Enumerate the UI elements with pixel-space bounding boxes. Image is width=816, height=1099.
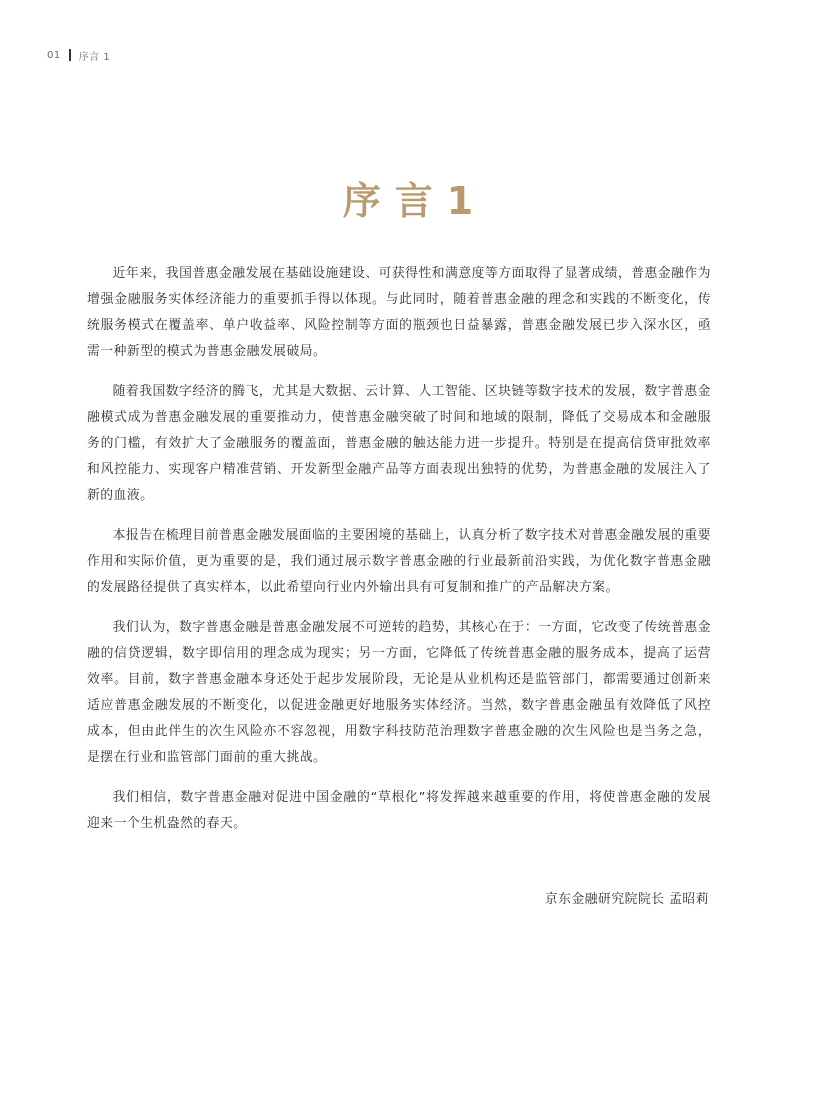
paragraph-2: 随着我国数字经济的腾飞，尤其是大数据、云计算、人工智能、区块链等数字技术的发展，数字普惠金融模式成为普惠金融发展的重要推动力，使普惠金融突破了时间和地域的限制，降低了交易成本和金融服务的门槛，有效扩大了金融服务的覆盖面，普惠金融的触达能力进一步提升。特别是在提高信贷审批效率和风控能力、实现客户精准营销、开发新型金融产品等方面表现出独特的优势，为普惠金融的发展注入了新的血液。 [87,384,711,503]
author-signature: 京东金融研究院院长 孟昭莉 [544,892,709,907]
page-title: 序言1 [342,179,488,223]
header-section-title: 序言 1 [78,51,111,63]
paragraph-4: 我们认为，数字普惠金融是普惠金融发展不可逆转的趋势，其核心在于：一方面，它改变了传统普惠金融的信贷逻辑，数字即信用的理念成为现实；另一方面，它降低了传统普惠金融的服务成本，提高了运营效率。目前，数字普惠金融本身还处于起步发展阶段，无论是从业机构还是监管部门，都需要通过创新来适应普惠金融发展的不断变化，以促进金融更好地服务实体经济。当然，数字普惠金融虽有效降低了风控成本，但由此伴生的次生风险亦不容忽视，用数字科技防范治理数字普惠金融的次生风险也是当务之急，是摆在行业和监管部门面前的重大挑战。 [87,620,711,765]
paragraph-5: 我们相信，数字普惠金融对促进中国金融的“草根化”将发挥越来越重要的作用，将使普惠金融的发展迎来一个生机盎然的春天。 [87,790,711,831]
page-number: 01 [47,49,61,61]
header-divider [69,49,71,61]
paragraph-3: 本报告在梳理目前普惠金融发展面临的主要困境的基础上，认真分析了数字技术对普惠金融发展的重要作用和实际价值，更为重要的是，我们通过展示数字普惠金融的行业最新前沿实践，为优化数字普惠金融的发展路径提供了真实样本，以此希望向行业内外输出具有可复制和推广的产品解决方案。 [87,528,711,595]
running-header [47,47,110,63]
paragraph-1: 近年来，我国普惠金融发展在基础设施建设、可获得性和满意度等方面取得了显著成绩，普惠金融作为增强金融服务实体经济能力的重要抓手得以体现。与此同时，随着普惠金融的理念和实践的不断变化，传统服务模式在覆盖率、单户收益率、风险控制等方面的瓶颈也日益暴露，普惠金融发展已步入深水区，亟需一种新型的模式为普惠金融发展破局。 [87,266,711,359]
preface-body [87,261,711,851]
